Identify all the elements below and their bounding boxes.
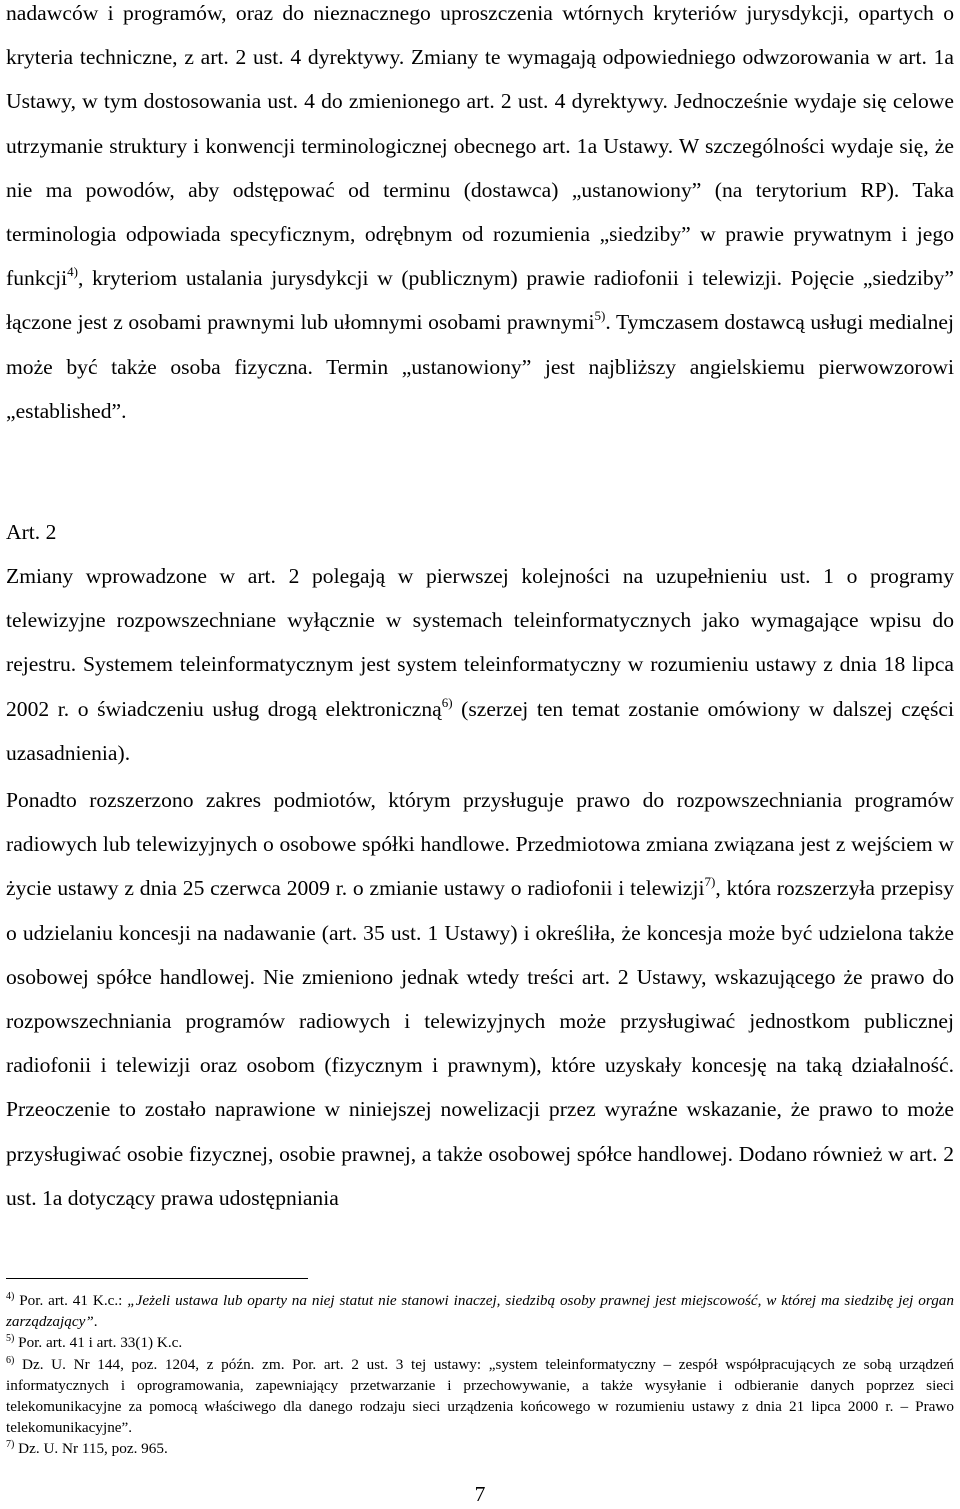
paragraph-text: Ponadto rozszerzono zakres podmiotów, którym przysługuje prawo do rozpowszechniania programów radiowych lub telewizyjnych o osobowe spółki handlowe. Przedmiotowa zmiana związana jest z wejściem w życie ustawy z dnia 25 czerwca 2009 r. o zmianie ustawy o radiofonii i telewizji [6, 788, 954, 901]
footnote-ref-7[interactable]: 7) [704, 874, 716, 890]
footnote-7 [6, 1438, 954, 1459]
paragraph-text: , kryteriom ustalania jurysdykcji w (publicznym) prawie radiofonii i telewizji. Pojęcie „siedziby” łączone jest z osobami prawnymi lub ułomnymi osobami prawnymi [6, 266, 954, 335]
footnote-quote: „Jeżeli ustawa lub oparty na niej statut nie stanowi inaczej, siedzibą osoby prawnej jest miejscowość, w której ma siedzibę jej organ zarządzający” [6, 1292, 954, 1331]
paragraph-text: Zmiany wprowadzone w art. 2 polegają w pierwszej kolejności na uzupełnieniu ust. 1 o programy telewizyjne rozpowszechniane wyłącznie w systemach teleinformatycznych jako wymagające wpisu do rejestru. Systemem teleinformatycznym jest system teleinformatyczny w rozumieniu ustawy z dnia 18 lipca 2002 r. o świadczeniu usług drogą elektroniczną [6, 564, 954, 721]
article-heading: Art. 2 [6, 520, 57, 544]
footnote-4 [6, 1290, 954, 1332]
paragraph-text: (szerzej ten temat zostanie omówiony w dalszej części uzasadnienia). [6, 696, 954, 765]
paragraph-scope-extension [6, 778, 954, 1220]
footnote-mark: 5) [6, 1333, 15, 1345]
footnote-text: Dz. U. Nr 115, poz. 965. [14, 1440, 168, 1458]
paragraph-text: , która rozszerzyła przepisy o udzielaniu koncesji na nadawanie (art. 35 ust. 1 Ustawy) i określiła, że koncesja może być udzielona także osobowej spółce handlowej. Nie zmieniono jednak wtedy treści art. 2 Ustawy, wskazującego że prawo do rozpowszechniania programów radiowych i telewizyjnych może przysługiwać jednostkom publicznej radiofonii i telewizji oraz osobom (fizycznym i prawnym), które uzyskały koncesję na taką działalność. Przeoczenie to zostało naprawione w niniejszej nowelizacji przez wyraźne wskazanie, że prawo to może przysługiwać osobie fizycznej, osobie prawnej, a także osobowej spółce handlowej. Dodano również w art. 2 ust. 1a dotyczący prawa udostępniania [6, 876, 954, 1210]
paragraph-text: nadawców i programów, oraz do nieznacznego uproszczenia wtórnych kryteriów jurysdykcji, opartych o kryteria techniczne, z art. 2 ust. 4 dyrektywy. Zmiany te wymagają odpowiedniego odwzorowania w art. 1a Ustawy, w tym dostosowania ust. 4 do zmienionego art. 2 ust. 4 dyrektywy. Jednocześnie wydaje się celowe utrzymanie struktury i konwencji terminologicznej obecnego art. 1a Ustawy. W szczególności wydaje się, że nie ma powodów, aby odstępować od terminu (dostawca) „ustanowiony” (na terytorium RP). Taka terminologia odpowiada specyficznym, odrębnym od rozumienia „siedziby” w prawie prywatnym i jego funkcji [6, 1, 954, 291]
footnote-tail: . [93, 1313, 98, 1331]
paragraph-text: . Tymczasem dostawcą usługi medialnej może być także osoba fizyczna. Termin „ustanowiony” jest najbliższy angielskiemu pierwowzorowi „established”. [6, 310, 954, 423]
footnote-text: Dz. U. Nr 144, poz. 1204, z późn. zm. Por. art. 2 ust. 3 tej ustawy: „system teleinformatyczny – zespół współpracujących ze sobą urządzeń informatycznych i oprogramowania, zapewniający przetwarzanie i przechowywanie, a także wysyłanie i odbieranie danych poprzez sieci telekomunikacyjne za pomocą właściwego dla danego rodzaju sieci urządzenia końcowego w rozumieniu ustawy z dnia 21 lipca 2000 r. – Prawo telekomunikacyjne”. [6, 1355, 954, 1437]
footnote-text: Por. art. 41 i art. 33(1) K.c. [14, 1334, 183, 1352]
footnote-separator [6, 1278, 308, 1279]
paragraph-art2-changes [6, 554, 954, 775]
footnote-mark: 7) [6, 1439, 15, 1451]
footnote-ref-5[interactable]: 5) [594, 308, 606, 324]
footnote-5 [6, 1332, 954, 1353]
footnote-mark: 4) [6, 1291, 15, 1302]
footnotes [6, 1290, 954, 1460]
footnote-text: Por. art. 41 K.c.: [14, 1292, 128, 1309]
footnote-ref-4[interactable]: 4) [67, 264, 79, 280]
page-number: 7 [474, 1482, 486, 1506]
footnote-mark: 6) [6, 1354, 15, 1366]
paragraph-art1a-discussion [6, 0, 954, 433]
footnote-6 [6, 1354, 954, 1439]
footnote-ref-6[interactable]: 6) [441, 694, 453, 710]
